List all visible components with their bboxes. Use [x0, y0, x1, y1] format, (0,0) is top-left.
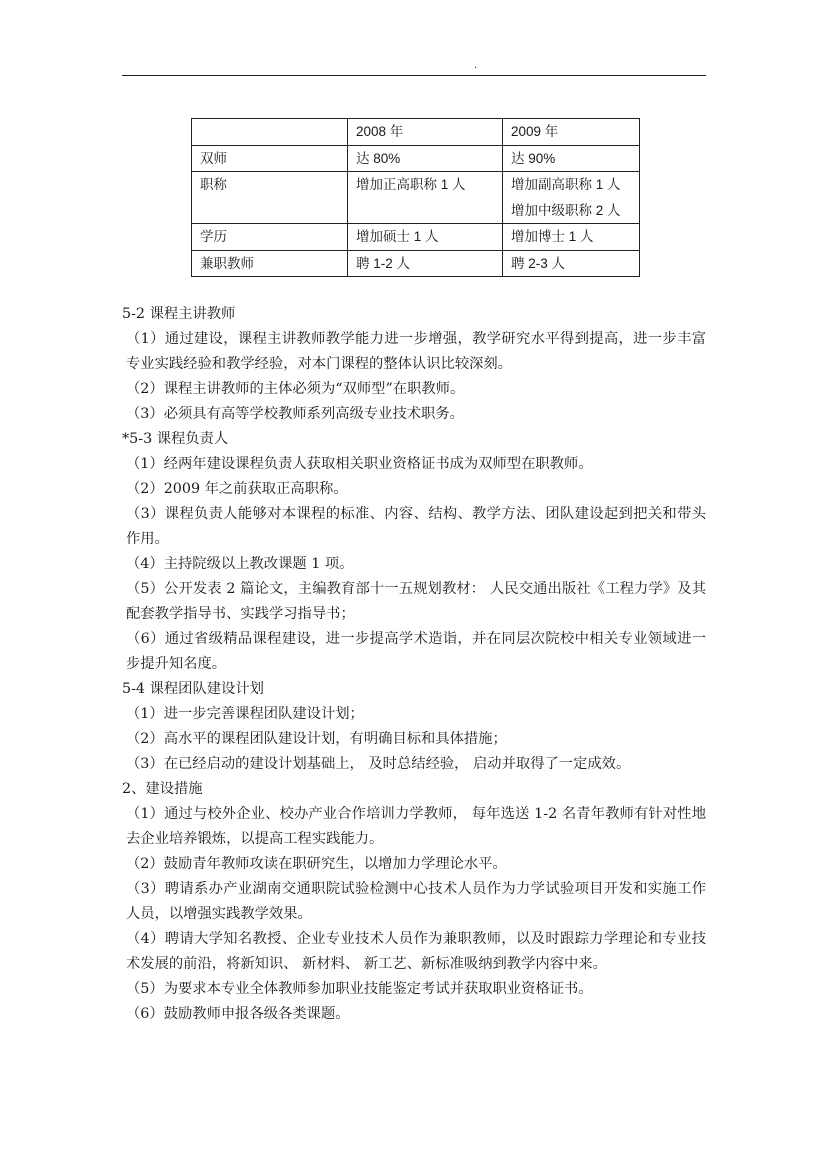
cell-2009 — [503, 172, 640, 224]
row-label: 兼职教师 — [192, 250, 348, 277]
cell-2008: 聘 1-2 人 — [348, 250, 503, 277]
list-item: （3）课程负责人能够对本课程的标准、内容、结构、教学方法、团队建设起到把关和带头作用。 — [126, 506, 706, 547]
section-heading: 5-2 课程主讲教师 — [122, 306, 236, 322]
list-item: （1）通过与校外企业、校办产业合作培训力学教师， 每年选送 1-2 名青年教师有针对性地去企业培养锻炼，以提高工程实践能力。 — [126, 806, 706, 847]
section-heading: 2、建设措施 — [122, 781, 203, 797]
staffing-targets-table — [191, 118, 640, 277]
list-item: （2）鼓励青年教师攻读在职研究生，以增加力学理论水平。 — [126, 856, 507, 872]
table-header-row — [192, 119, 640, 146]
cell-2008: 增加正高职称 1 人 — [348, 172, 503, 224]
list-item: （1）通过建设，课程主讲教师教学能力进一步增强，教学研究水平得到提高，进一步丰富专业实践经验和教学经验，对本门课程的整体认识比较深刻。 — [126, 331, 706, 372]
list-item: （2）2009 年之前获取正高职称。 — [126, 481, 348, 497]
table-row — [192, 250, 640, 277]
list-item: （2）高水平的课程团队建设计划，有明确目标和具体措施； — [126, 731, 507, 747]
list-item: （5）公开发表 2 篇论文，主编教育部十一五规划教材： 人民交通出版社《工程力学》及其配套教学指导书、实践学习指导书； — [126, 581, 706, 622]
list-item: （2）课程主讲教师的主体必须为“双师型”在职教师。 — [126, 381, 465, 397]
list-item: （3）聘请系办产业湖南交通职院试验检测中心技术人员作为力学试验项目开发和实施工作人员，以增强实践教学效果。 — [126, 881, 706, 922]
list-item: （1）经两年建设课程负责人获取相关职业资格证书成为双师型在职教师。 — [126, 456, 593, 472]
table-row — [192, 145, 640, 172]
list-item: （3）在已经启动的建设计划基础上， 及时总结经验， 启动并取得了一定成效。 — [126, 756, 631, 772]
table-header-cell: 2008 年 — [348, 119, 503, 146]
section-heading: 5-4 课程团队建设计划 — [122, 681, 264, 697]
row-label: 职称 — [192, 172, 348, 224]
table-header-cell: 2009 年 — [503, 119, 640, 146]
table-header-cell — [192, 119, 348, 146]
section-heading: *5-3 课程负责人 — [122, 431, 229, 447]
cell-2009 — [503, 250, 640, 277]
header-rule — [122, 75, 706, 76]
row-label: 双师 — [192, 145, 348, 172]
cell-2008: 达 80% — [348, 145, 503, 172]
cell-line: 增加博士 1 人 — [511, 229, 594, 244]
cell-2009 — [503, 224, 640, 251]
list-item: （4）聘请大学知名教授、企业专业技术人员作为兼职教师，以及时跟踪力学理论和专业技术发展的前沿，将新知识、 新材料、 新工艺、新标准吸纳到教学内容中来。 — [126, 931, 706, 972]
table-row — [192, 172, 640, 224]
row-label: 学历 — [192, 224, 348, 251]
cell-line: 增加中级职称 2 人 — [511, 202, 621, 218]
cell-2009 — [503, 145, 640, 172]
cell-2008: 增加硕士 1 人 — [348, 224, 503, 251]
list-item: （4）主持院级以上教改课题 1 项。 — [126, 556, 354, 572]
list-item: （1）进一步完善课程团队建设计划； — [126, 706, 364, 722]
document-body — [122, 302, 706, 1027]
cell-line: 增加副高职称 1 人 — [511, 177, 621, 192]
list-item: （6）鼓励教师申报各级各类课题。 — [126, 1006, 350, 1022]
header-mark: . — [474, 60, 478, 71]
table-row — [192, 224, 640, 251]
list-item: （3）必须具有高等学校教师系列高级专业技术职务。 — [126, 406, 464, 422]
cell-line: 达 90% — [511, 150, 556, 166]
cell-line: 聘 2-3 人 — [511, 255, 566, 271]
list-item: （5）为要求本专业全体教师参加职业技能鉴定考试并获取职业资格证书。 — [126, 981, 593, 997]
list-item: （6）通过省级精品课程建设，进一步提高学术造诣，并在同层次院校中相关专业领域进一步提升知名度。 — [126, 631, 706, 672]
